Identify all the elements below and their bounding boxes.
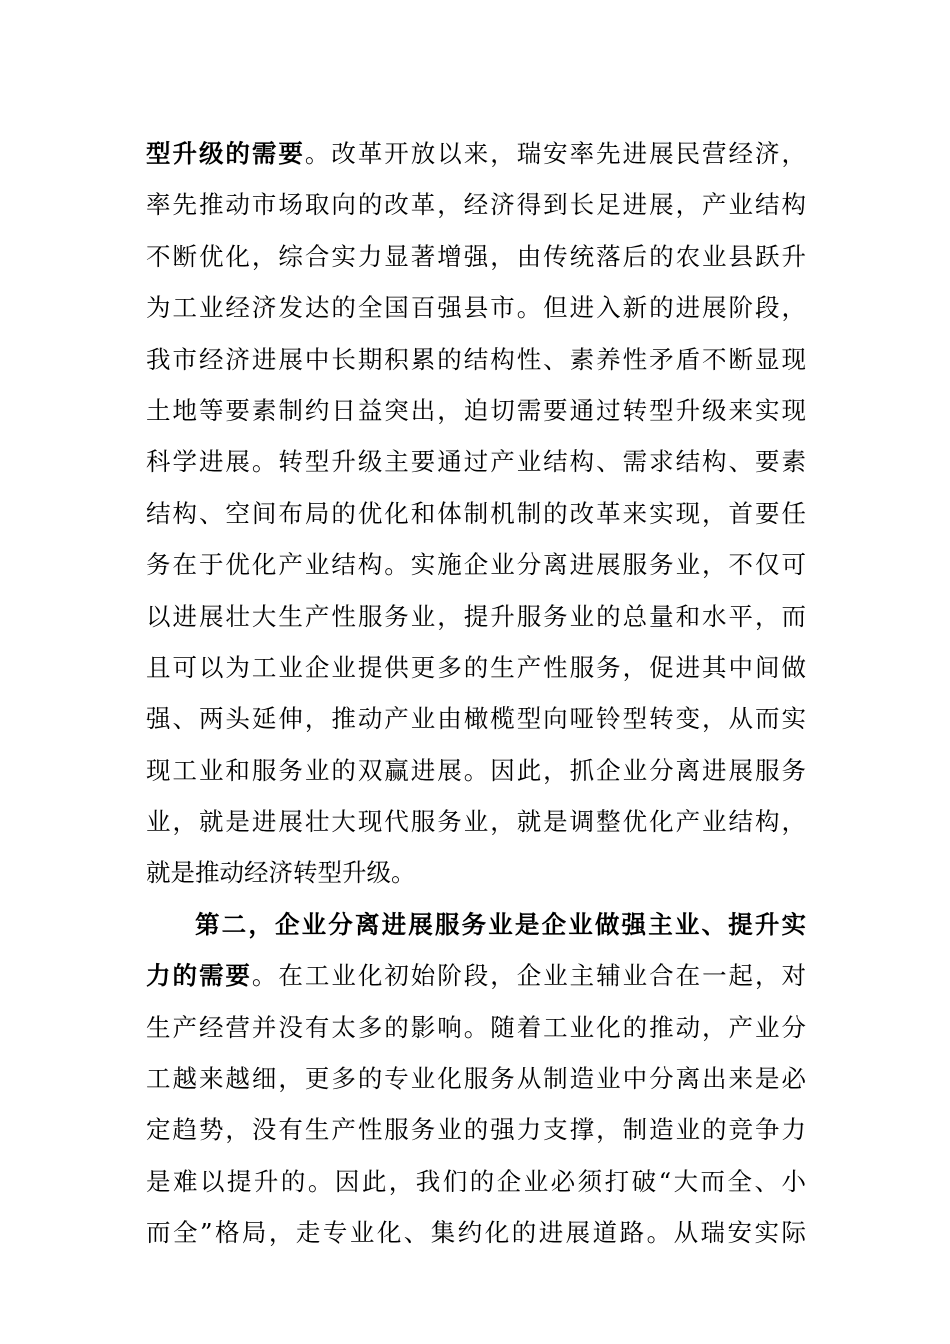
line-text: 土地等要素制约日益突出，迫切需要通过转型升级来实现 [146,395,806,425]
text-line [146,282,806,333]
text-line [146,334,806,385]
line-text: 就是推动经济转型升级。 [146,858,416,888]
bold-phrase: 型升级的需要 [146,139,305,168]
text-line [146,693,806,744]
text-line [146,128,806,179]
line-text: 科学进展。转型升级主要通过产业结构、需求结构、要素 [146,447,806,477]
line-text: 务在于优化产业结构。实施企业分离进展服务业，不仅可 [146,550,806,580]
line-text: 强、两头延伸，推动产业由橄榄型向哑铃型转变，从而实 [146,704,806,734]
text-line [146,591,806,642]
line-text: 。改革开放以来，瑞安率先进展民营经济， [304,139,806,168]
text-line [146,899,806,950]
bold-phrase: 第二，企业分离进展服务业是企业做强主业、提升实 [195,909,806,939]
text-line [146,1156,806,1207]
text-line [146,950,806,1001]
text-line [146,1207,806,1258]
document-body [146,128,806,1259]
text-line [146,796,806,847]
text-line [146,1053,806,1104]
line-text: 我市经济进展中长期积累的结构性、素养性矛盾不断显现 [146,344,806,374]
text-line [146,847,806,898]
text-line [146,488,806,539]
line-text: 且可以为工业企业提供更多的生产性服务，促进其中间做 [146,652,806,682]
line-text: 。在工业化初始阶段，企业主辅业合在一起，对 [251,961,807,991]
text-line [146,179,806,230]
line-text: 结构、空间布局的优化和体制机制的改革来实现，首要任 [146,498,806,528]
line-text: 而全”格局，走专业化、集约化的进展道路。从瑞安实际 [146,1218,806,1248]
text-line [146,539,806,590]
line-text: 率先推动市场取向的改革，经济得到长足进展，产业结构 [146,190,806,220]
text-line [146,1104,806,1155]
line-text: 现工业和服务业的双赢进展。因此，抓企业分离进展服务 [146,755,806,785]
bold-phrase: 力的需要 [146,961,252,991]
text-line [146,385,806,436]
line-text: 定趋势，没有生产性服务业的强力支撑，制造业的竞争力 [146,1115,806,1145]
text-line [146,745,806,796]
line-text: 业，就是进展壮大现代服务业，就是调整优化产业结构， [146,807,806,837]
line-text: 生产经营并没有太多的影响。随着工业化的推动，产业分 [146,1012,806,1042]
text-line [146,231,806,282]
text-line [146,436,806,487]
line-text: 以进展壮大生产性服务业，提升服务业的总量和水平，而 [146,601,806,631]
line-text: 工越来越细，更多的专业化服务从制造业中分离出来是必 [146,1064,806,1094]
line-text: 为工业经济发达的全国百强县市。但进入新的进展阶段， [146,293,806,323]
text-line [146,1002,806,1053]
text-line [146,642,806,693]
line-text: 不断优化，综合实力显著增强，由传统落后的农业县跃升 [146,241,806,271]
line-text: 是难以提升的。因此，我们的企业必须打破“大而全、小 [146,1166,806,1196]
